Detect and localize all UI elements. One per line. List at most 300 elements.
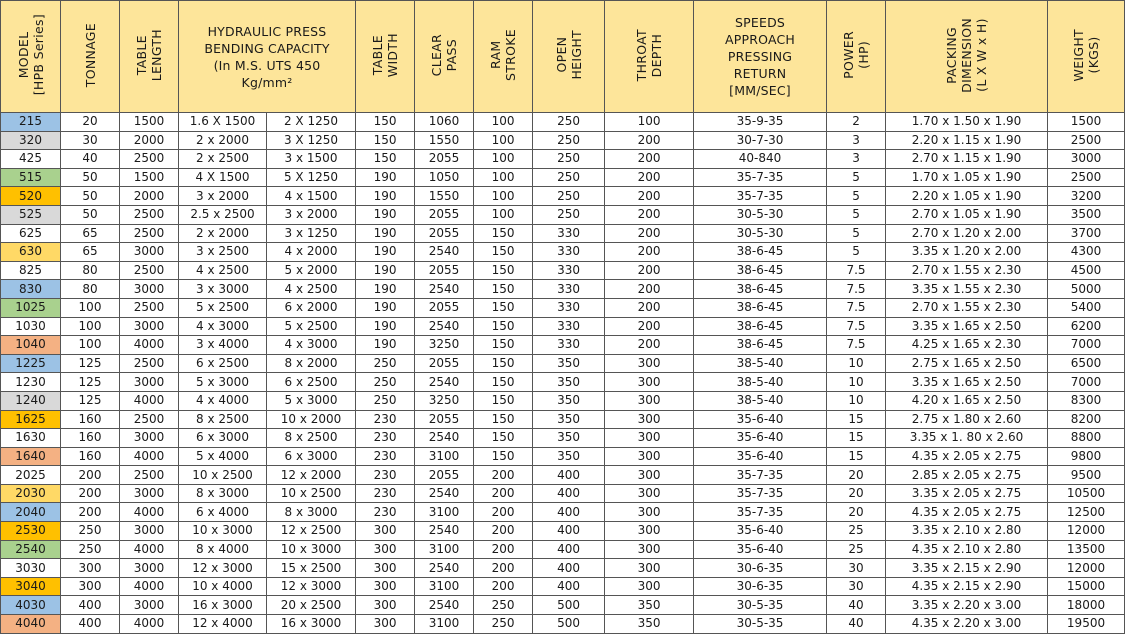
model-cell: 2540	[1, 540, 61, 559]
weight-cell: 5400	[1048, 298, 1125, 317]
capacity-primary-cell: 8 x 2500	[179, 410, 267, 429]
packing-dimension-cell: 3.35 x 2.15 x 2.90	[886, 559, 1048, 578]
table-width-cell: 190	[356, 205, 415, 224]
capacity-secondary-cell: 6 x 2500	[267, 373, 356, 392]
table-width-cell: 190	[356, 317, 415, 336]
power-cell: 5	[827, 168, 886, 187]
power-cell: 3	[827, 131, 886, 150]
table-body	[1, 113, 1125, 634]
weight-cell: 7000	[1048, 373, 1125, 392]
clear-pass-cell: 3100	[415, 447, 474, 466]
ram-stroke-cell: 100	[474, 168, 533, 187]
header-row	[1, 1, 1125, 113]
throat-depth-cell: 200	[605, 168, 694, 187]
throat-depth-cell: 200	[605, 317, 694, 336]
tonnage-cell: 300	[61, 559, 120, 578]
speeds-cell: 30-5-30	[694, 224, 827, 243]
model-cell: 1040	[1, 336, 61, 355]
clear-pass-cell: 1550	[415, 187, 474, 206]
clear-pass-cell: 2540	[415, 429, 474, 448]
packing-dimension-cell: 3.35 x 1.20 x 2.00	[886, 243, 1048, 262]
open-height-cell: 400	[533, 503, 605, 522]
packing-dimension-cell: 4.35 x 2.20 x 3.00	[886, 615, 1048, 634]
clear-pass-cell: 2055	[415, 410, 474, 429]
model-cell: 3030	[1, 559, 61, 578]
open-height-cell: 250	[533, 150, 605, 169]
table-width-cell: 230	[356, 410, 415, 429]
open-height-cell: 330	[533, 224, 605, 243]
header-power: POWER (HP)	[827, 1, 886, 113]
table-row	[1, 615, 1125, 634]
throat-depth-cell: 300	[605, 373, 694, 392]
capacity-secondary-cell: 10 x 2000	[267, 410, 356, 429]
table-width-cell: 250	[356, 373, 415, 392]
header-clear-pass: CLEAR PASS	[415, 1, 474, 113]
capacity-primary-cell: 8 x 3000	[179, 484, 267, 503]
capacity-primary-cell: 6 x 2500	[179, 354, 267, 373]
model-cell: 1225	[1, 354, 61, 373]
ram-stroke-cell: 100	[474, 131, 533, 150]
speeds-cell: 38-6-45	[694, 317, 827, 336]
packing-dimension-cell: 2.70 x 1.55 x 2.30	[886, 261, 1048, 280]
table-length-cell: 4000	[120, 503, 179, 522]
capacity-primary-cell: 3 x 2000	[179, 187, 267, 206]
open-height-cell: 250	[533, 113, 605, 132]
ram-stroke-cell: 100	[474, 113, 533, 132]
table-row	[1, 336, 1125, 355]
clear-pass-cell: 3100	[415, 577, 474, 596]
table-length-cell: 2000	[120, 187, 179, 206]
open-height-cell: 400	[533, 484, 605, 503]
throat-depth-cell: 200	[605, 224, 694, 243]
speeds-cell: 30-6-35	[694, 559, 827, 578]
table-length-cell: 3000	[120, 373, 179, 392]
throat-depth-cell: 300	[605, 577, 694, 596]
packing-dimension-cell: 4.25 x 1.65 x 2.30	[886, 336, 1048, 355]
packing-dimension-cell: 4.35 x 2.05 x 2.75	[886, 503, 1048, 522]
table-width-cell: 190	[356, 168, 415, 187]
ram-stroke-cell: 150	[474, 410, 533, 429]
clear-pass-cell: 3100	[415, 615, 474, 634]
capacity-secondary-cell: 5 x 2500	[267, 317, 356, 336]
header-ram-stroke: RAM STROKE	[474, 1, 533, 113]
speeds-cell: 38-5-40	[694, 373, 827, 392]
weight-cell: 3500	[1048, 205, 1125, 224]
model-cell: 1230	[1, 373, 61, 392]
table-row	[1, 447, 1125, 466]
table-width-cell: 300	[356, 615, 415, 634]
weight-cell: 9800	[1048, 447, 1125, 466]
capacity-primary-cell: 10 x 2500	[179, 466, 267, 485]
table-length-cell: 2500	[120, 205, 179, 224]
table-width-cell: 150	[356, 150, 415, 169]
model-cell: 825	[1, 261, 61, 280]
tonnage-cell: 100	[61, 336, 120, 355]
header-throat-depth: THROAT DEPTH	[605, 1, 694, 113]
weight-cell: 4500	[1048, 261, 1125, 280]
power-cell: 15	[827, 447, 886, 466]
ram-stroke-cell: 100	[474, 150, 533, 169]
model-cell: 625	[1, 224, 61, 243]
weight-cell: 12000	[1048, 522, 1125, 541]
open-height-cell: 330	[533, 280, 605, 299]
table-width-cell: 190	[356, 187, 415, 206]
packing-dimension-cell: 3.35 x 2.20 x 3.00	[886, 596, 1048, 615]
packing-dimension-cell: 3.35 x 1.65 x 2.50	[886, 317, 1048, 336]
table-row	[1, 410, 1125, 429]
table-length-cell: 4000	[120, 447, 179, 466]
tonnage-cell: 50	[61, 168, 120, 187]
capacity-secondary-cell: 10 x 2500	[267, 484, 356, 503]
open-height-cell: 400	[533, 466, 605, 485]
power-cell: 25	[827, 522, 886, 541]
power-cell: 15	[827, 410, 886, 429]
weight-cell: 19500	[1048, 615, 1125, 634]
capacity-primary-cell: 2 x 2000	[179, 224, 267, 243]
capacity-secondary-cell: 12 x 2500	[267, 522, 356, 541]
table-width-cell: 190	[356, 243, 415, 262]
capacity-primary-cell: 3 x 4000	[179, 336, 267, 355]
tonnage-cell: 65	[61, 224, 120, 243]
speeds-cell: 35-6-40	[694, 447, 827, 466]
ram-stroke-cell: 150	[474, 298, 533, 317]
tonnage-cell: 100	[61, 317, 120, 336]
weight-cell: 12000	[1048, 559, 1125, 578]
throat-depth-cell: 200	[605, 243, 694, 262]
header-packing-dimension: PACKING DIMENSION (L X W x H)	[886, 1, 1048, 113]
power-cell: 25	[827, 540, 886, 559]
table-length-cell: 3000	[120, 522, 179, 541]
power-cell: 10	[827, 373, 886, 392]
model-cell: 4040	[1, 615, 61, 634]
model-cell: 2530	[1, 522, 61, 541]
speeds-cell: 35-9-35	[694, 113, 827, 132]
table-row	[1, 596, 1125, 615]
throat-depth-cell: 200	[605, 150, 694, 169]
weight-cell: 5000	[1048, 280, 1125, 299]
model-cell: 2030	[1, 484, 61, 503]
capacity-primary-cell: 5 x 3000	[179, 373, 267, 392]
clear-pass-cell: 1550	[415, 131, 474, 150]
tonnage-cell: 125	[61, 373, 120, 392]
open-height-cell: 350	[533, 429, 605, 448]
power-cell: 15	[827, 429, 886, 448]
speeds-cell: 38-6-45	[694, 243, 827, 262]
table-length-cell: 2500	[120, 354, 179, 373]
speeds-cell: 35-6-40	[694, 410, 827, 429]
model-cell: 830	[1, 280, 61, 299]
speeds-cell: 38-6-45	[694, 298, 827, 317]
capacity-secondary-cell: 6 x 2000	[267, 298, 356, 317]
capacity-primary-cell: 5 x 2500	[179, 298, 267, 317]
ram-stroke-cell: 200	[474, 466, 533, 485]
packing-dimension-cell: 1.70 x 1.05 x 1.90	[886, 168, 1048, 187]
capacity-primary-cell: 6 x 3000	[179, 429, 267, 448]
tonnage-cell: 400	[61, 615, 120, 634]
ram-stroke-cell: 150	[474, 429, 533, 448]
tonnage-cell: 40	[61, 150, 120, 169]
ram-stroke-cell: 150	[474, 447, 533, 466]
ram-stroke-cell: 150	[474, 336, 533, 355]
capacity-secondary-cell: 8 x 2000	[267, 354, 356, 373]
speeds-cell: 35-7-35	[694, 187, 827, 206]
power-cell: 7.5	[827, 336, 886, 355]
ram-stroke-cell: 100	[474, 187, 533, 206]
tonnage-cell: 300	[61, 577, 120, 596]
speeds-cell: 38-5-40	[694, 391, 827, 410]
table-width-cell: 250	[356, 354, 415, 373]
power-cell: 7.5	[827, 261, 886, 280]
table-width-cell: 230	[356, 484, 415, 503]
open-height-cell: 330	[533, 243, 605, 262]
tonnage-cell: 160	[61, 410, 120, 429]
throat-depth-cell: 300	[605, 484, 694, 503]
table-length-cell: 3000	[120, 243, 179, 262]
power-cell: 5	[827, 243, 886, 262]
speeds-cell: 35-7-35	[694, 466, 827, 485]
model-cell: 320	[1, 131, 61, 150]
tonnage-cell: 160	[61, 447, 120, 466]
speeds-cell: 35-7-35	[694, 484, 827, 503]
open-height-cell: 400	[533, 540, 605, 559]
power-cell: 2	[827, 113, 886, 132]
model-cell: 215	[1, 113, 61, 132]
ram-stroke-cell: 150	[474, 224, 533, 243]
model-cell: 3040	[1, 577, 61, 596]
capacity-secondary-cell: 8 x 3000	[267, 503, 356, 522]
capacity-secondary-cell: 4 x 3000	[267, 336, 356, 355]
speeds-cell: 35-6-40	[694, 522, 827, 541]
weight-cell: 6200	[1048, 317, 1125, 336]
speeds-cell: 30-5-35	[694, 596, 827, 615]
table-length-cell: 3000	[120, 559, 179, 578]
table-length-cell: 4000	[120, 336, 179, 355]
table-row	[1, 224, 1125, 243]
table-width-cell: 190	[356, 336, 415, 355]
table-row	[1, 391, 1125, 410]
capacity-secondary-cell: 3 X 1250	[267, 131, 356, 150]
throat-depth-cell: 350	[605, 596, 694, 615]
table-row	[1, 354, 1125, 373]
table-length-cell: 2000	[120, 131, 179, 150]
table-row	[1, 205, 1125, 224]
speeds-cell: 30-7-30	[694, 131, 827, 150]
capacity-secondary-cell: 5 X 1250	[267, 168, 356, 187]
weight-cell: 12500	[1048, 503, 1125, 522]
open-height-cell: 350	[533, 447, 605, 466]
header-table-width: TABLE WIDTH	[356, 1, 415, 113]
packing-dimension-cell: 4.35 x 2.15 x 2.90	[886, 577, 1048, 596]
packing-dimension-cell: 3.35 x 2.05 x 2.75	[886, 484, 1048, 503]
table-length-cell: 3000	[120, 317, 179, 336]
speeds-cell: 35-6-40	[694, 540, 827, 559]
packing-dimension-cell: 2.20 x 1.05 x 1.90	[886, 187, 1048, 206]
power-cell: 10	[827, 354, 886, 373]
model-cell: 630	[1, 243, 61, 262]
packing-dimension-cell: 1.70 x 1.50 x 1.90	[886, 113, 1048, 132]
clear-pass-cell: 2055	[415, 466, 474, 485]
throat-depth-cell: 300	[605, 559, 694, 578]
model-cell: 1240	[1, 391, 61, 410]
ram-stroke-cell: 150	[474, 317, 533, 336]
clear-pass-cell: 2540	[415, 317, 474, 336]
weight-cell: 3700	[1048, 224, 1125, 243]
packing-dimension-cell: 2.70 x 1.05 x 1.90	[886, 205, 1048, 224]
table-width-cell: 300	[356, 577, 415, 596]
clear-pass-cell: 2540	[415, 596, 474, 615]
open-height-cell: 250	[533, 168, 605, 187]
throat-depth-cell: 300	[605, 522, 694, 541]
table-length-cell: 2500	[120, 410, 179, 429]
ram-stroke-cell: 250	[474, 615, 533, 634]
tonnage-cell: 65	[61, 243, 120, 262]
capacity-secondary-cell: 15 x 2500	[267, 559, 356, 578]
speeds-cell: 38-6-45	[694, 261, 827, 280]
table-length-cell: 2500	[120, 150, 179, 169]
capacity-secondary-cell: 10 x 3000	[267, 540, 356, 559]
open-height-cell: 250	[533, 187, 605, 206]
capacity-secondary-cell: 20 x 2500	[267, 596, 356, 615]
table-width-cell: 300	[356, 522, 415, 541]
tonnage-cell: 80	[61, 261, 120, 280]
tonnage-cell: 125	[61, 354, 120, 373]
ram-stroke-cell: 150	[474, 354, 533, 373]
table-length-cell: 4000	[120, 577, 179, 596]
table-row	[1, 280, 1125, 299]
capacity-secondary-cell: 4 x 2500	[267, 280, 356, 299]
table-length-cell: 4000	[120, 391, 179, 410]
packing-dimension-cell: 2.85 x 2.05 x 2.75	[886, 466, 1048, 485]
throat-depth-cell: 200	[605, 280, 694, 299]
packing-dimension-cell: 2.75 x 1.65 x 2.50	[886, 354, 1048, 373]
packing-dimension-cell: 2.70 x 1.55 x 2.30	[886, 298, 1048, 317]
throat-depth-cell: 200	[605, 187, 694, 206]
throat-depth-cell: 300	[605, 391, 694, 410]
open-height-cell: 500	[533, 615, 605, 634]
speeds-cell: 30-6-35	[694, 577, 827, 596]
capacity-secondary-cell: 4 x 1500	[267, 187, 356, 206]
power-cell: 20	[827, 484, 886, 503]
capacity-primary-cell: 4 x 4000	[179, 391, 267, 410]
weight-cell: 7000	[1048, 336, 1125, 355]
power-cell: 40	[827, 596, 886, 615]
table-row	[1, 484, 1125, 503]
table-length-cell: 2500	[120, 466, 179, 485]
table-row	[1, 540, 1125, 559]
weight-cell: 2500	[1048, 168, 1125, 187]
weight-cell: 4300	[1048, 243, 1125, 262]
table-row	[1, 317, 1125, 336]
capacity-secondary-cell: 12 x 3000	[267, 577, 356, 596]
capacity-secondary-cell: 16 x 3000	[267, 615, 356, 634]
ram-stroke-cell: 150	[474, 243, 533, 262]
capacity-secondary-cell: 2 X 1250	[267, 113, 356, 132]
model-cell: 2040	[1, 503, 61, 522]
tonnage-cell: 200	[61, 466, 120, 485]
throat-depth-cell: 200	[605, 298, 694, 317]
model-cell: 2025	[1, 466, 61, 485]
tonnage-cell: 250	[61, 540, 120, 559]
weight-cell: 6500	[1048, 354, 1125, 373]
power-cell: 5	[827, 205, 886, 224]
header-tonnage: TONNAGE	[61, 1, 120, 113]
ram-stroke-cell: 150	[474, 373, 533, 392]
capacity-primary-cell: 4 x 2500	[179, 261, 267, 280]
clear-pass-cell: 2540	[415, 243, 474, 262]
table-width-cell: 190	[356, 280, 415, 299]
throat-depth-cell: 200	[605, 131, 694, 150]
weight-cell: 1500	[1048, 113, 1125, 132]
ram-stroke-cell: 200	[474, 484, 533, 503]
table-width-cell: 230	[356, 447, 415, 466]
tonnage-cell: 30	[61, 131, 120, 150]
power-cell: 7.5	[827, 298, 886, 317]
clear-pass-cell: 2540	[415, 559, 474, 578]
clear-pass-cell: 2540	[415, 484, 474, 503]
capacity-secondary-cell: 4 x 2000	[267, 243, 356, 262]
table-width-cell: 300	[356, 540, 415, 559]
table-row	[1, 168, 1125, 187]
header-bending-capacity: HYDRAULIC PRESS BENDING CAPACITY (In M.S. UTS 450 Kg/mm²	[179, 1, 356, 113]
table-width-cell: 230	[356, 503, 415, 522]
open-height-cell: 400	[533, 577, 605, 596]
clear-pass-cell: 3100	[415, 503, 474, 522]
model-cell: 1625	[1, 410, 61, 429]
ram-stroke-cell: 200	[474, 540, 533, 559]
open-height-cell: 350	[533, 410, 605, 429]
capacity-primary-cell: 5 x 4000	[179, 447, 267, 466]
model-cell: 515	[1, 168, 61, 187]
header-table-length: TABLE LENGTH	[120, 1, 179, 113]
clear-pass-cell: 2540	[415, 373, 474, 392]
weight-cell: 8800	[1048, 429, 1125, 448]
throat-depth-cell: 350	[605, 615, 694, 634]
tonnage-cell: 200	[61, 503, 120, 522]
capacity-secondary-cell: 3 x 1500	[267, 150, 356, 169]
open-height-cell: 250	[533, 205, 605, 224]
speeds-cell: 38-6-45	[694, 336, 827, 355]
tonnage-cell: 160	[61, 429, 120, 448]
packing-dimension-cell: 4.20 x 1.65 x 2.50	[886, 391, 1048, 410]
throat-depth-cell: 300	[605, 410, 694, 429]
open-height-cell: 500	[533, 596, 605, 615]
packing-dimension-cell: 3.35 x 1.65 x 2.50	[886, 373, 1048, 392]
capacity-primary-cell: 2 x 2000	[179, 131, 267, 150]
packing-dimension-cell: 4.35 x 2.05 x 2.75	[886, 447, 1048, 466]
tonnage-cell: 250	[61, 522, 120, 541]
model-cell: 1030	[1, 317, 61, 336]
model-cell: 520	[1, 187, 61, 206]
capacity-primary-cell: 4 X 1500	[179, 168, 267, 187]
throat-depth-cell: 100	[605, 113, 694, 132]
tonnage-cell: 400	[61, 596, 120, 615]
capacity-primary-cell: 3 x 3000	[179, 280, 267, 299]
ram-stroke-cell: 200	[474, 559, 533, 578]
capacity-primary-cell: 2 x 2500	[179, 150, 267, 169]
packing-dimension-cell: 3.35 x 2.10 x 2.80	[886, 522, 1048, 541]
capacity-secondary-cell: 12 x 2000	[267, 466, 356, 485]
table-row	[1, 298, 1125, 317]
ram-stroke-cell: 100	[474, 205, 533, 224]
table-length-cell: 2500	[120, 224, 179, 243]
open-height-cell: 250	[533, 131, 605, 150]
clear-pass-cell: 3100	[415, 540, 474, 559]
open-height-cell: 350	[533, 391, 605, 410]
speeds-cell: 35-6-40	[694, 429, 827, 448]
table-length-cell: 3000	[120, 280, 179, 299]
table-row	[1, 131, 1125, 150]
throat-depth-cell: 200	[605, 336, 694, 355]
